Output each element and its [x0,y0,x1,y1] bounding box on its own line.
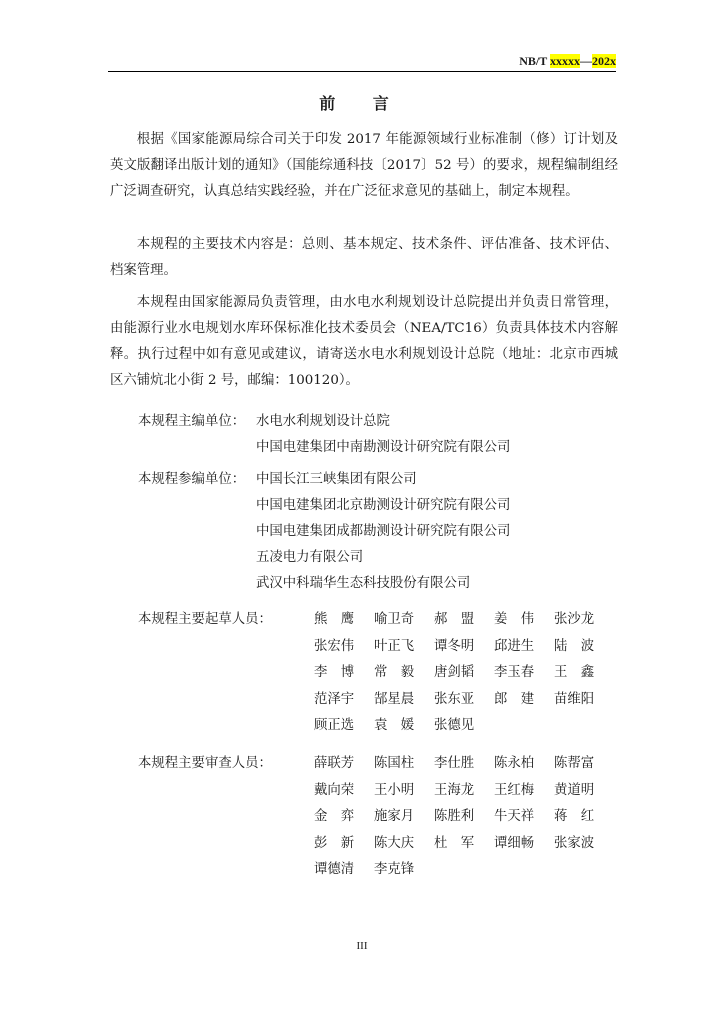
preface-paragraph-3 [110,290,618,394]
reviewer-name: 彭 新 [314,835,355,851]
drafter-name: 叶正飞 [374,638,415,654]
participating-unit-name: 五凌电力有限公司 [256,550,364,565]
reviewer-name: 陈国柱 [374,756,415,771]
participating-units-block [138,467,510,597]
reviewer-name: 牛天祥 [494,809,535,824]
standard-code-number: xxxxx [550,54,580,68]
reviewer-name: 李仕胜 [434,756,475,771]
reviewer-name: 王小明 [374,782,415,798]
reviewer-name: 王红梅 [494,782,535,798]
drafter-name: 张德见 [434,718,475,733]
paragraph-text: 根据《国家能源局综合司关于印发 2017 年能源领域行业标准制（修）订计划及英文版翻译出版计划的通知》（国能综通科技〔2017〕52 号）的要求，规程编制组经广泛调查研究，认真总结实践经验，并在广泛征求意见的基础上，制定本规程。 [110,132,618,199]
participating-unit-name: 中国电建集团成都勘测设计研究院有限公司 [256,524,511,539]
reviewer-name: 蒋 红 [554,809,595,824]
drafter-name: 苗维阳 [554,691,595,707]
page-title: 前 言 [319,94,405,113]
header-rule [108,71,616,72]
paragraph-text: 本规程的主要技术内容是：总则、基本规定、技术条件、评估准备、技术评估、档案管理。 [110,237,618,278]
drafter-name: 姜 伟 [494,612,535,627]
drafter-name: 谭冬明 [434,638,475,654]
reviewer-name: 陈帮富 [554,756,595,771]
drafter-name: 王 鑫 [554,665,595,680]
chief-unit-name: 水电水利规划设计总院 [256,414,390,429]
reviewers-label: 本规程主要审查人员： [138,756,272,771]
drafters-block [138,607,614,740]
drafter-name: 袁 媛 [374,718,415,733]
standard-code-dash: — [580,54,592,68]
standard-code-year: 202x [592,54,616,68]
reviewer-name: 黄道明 [554,782,595,798]
drafter-name: 喻卫奇 [374,612,415,627]
participating-units-label: 本规程参编单位： [138,472,246,487]
drafter-name: 李 博 [314,665,355,680]
reviewer-name: 谭德清 [314,862,355,877]
drafter-name: 郜星晨 [374,691,415,707]
reviewer-name: 陈胜利 [434,809,475,824]
reviewer-name: 薛联芳 [314,756,355,771]
reviewer-name: 杜 军 [434,835,475,851]
reviewer-name: 李克锋 [374,862,415,877]
drafter-name: 张宏伟 [314,638,355,654]
paragraph-text: 本规程由国家能源局负责管理，由水电水利规划设计总院提出并负责日常管理，由能源行业水电规划水库环保标准化技术委员会（NEA/TC16）负责具体技术内容解释。执行过程中如有意见或建议，请寄送水电水利规划设计总院（地址：北京市西城区六铺炕北小街 2 号，邮编：100120）。 [110,295,618,388]
drafter-name: 李玉春 [494,665,535,680]
drafter-name: 郝 盟 [434,612,475,627]
drafter-name: 张东亚 [434,691,475,707]
drafter-name: 邱进生 [494,638,535,654]
drafter-name: 范泽宇 [314,691,355,707]
standard-code-prefix: NB/T [519,54,550,68]
drafter-name: 郎 建 [494,691,535,707]
standard-code [519,54,616,69]
drafter-name: 张沙龙 [554,612,595,627]
drafters-label: 本规程主要起草人员： [138,612,272,627]
reviewer-name: 王海龙 [434,782,475,798]
chief-units-block [138,409,510,461]
drafter-name: 熊 鹰 [314,612,355,627]
participating-unit-name: 中国长江三峡集团有限公司 [256,472,417,487]
preface-paragraph-2 [110,232,618,284]
chief-units-label: 本规程主编单位： [138,414,246,429]
reviewer-name: 金 弈 [314,809,355,824]
reviewer-name: 陈永柏 [494,756,535,771]
reviewer-name: 戴向荣 [314,782,355,798]
participating-unit-name: 中国电建集团北京勘测设计研究院有限公司 [256,498,511,513]
drafter-name: 唐剑韬 [434,665,475,680]
preface-paragraph-1 [110,127,618,205]
drafter-name: 顾正选 [314,718,355,733]
reviewer-name: 陈大庆 [374,835,415,851]
reviewers-block [138,751,614,884]
reviewer-name: 张家波 [554,835,595,851]
drafter-name: 陆 波 [554,638,595,654]
participating-unit-name: 武汉中科瑞华生态科技股份有限公司 [256,576,471,591]
drafter-name: 常 毅 [374,665,415,680]
reviewer-name: 谭细畅 [494,835,535,851]
reviewer-name: 施家月 [374,809,415,824]
chief-unit-name: 中国电建集团中南勘测设计研究院有限公司 [256,440,511,455]
page-number: III [356,940,368,952]
